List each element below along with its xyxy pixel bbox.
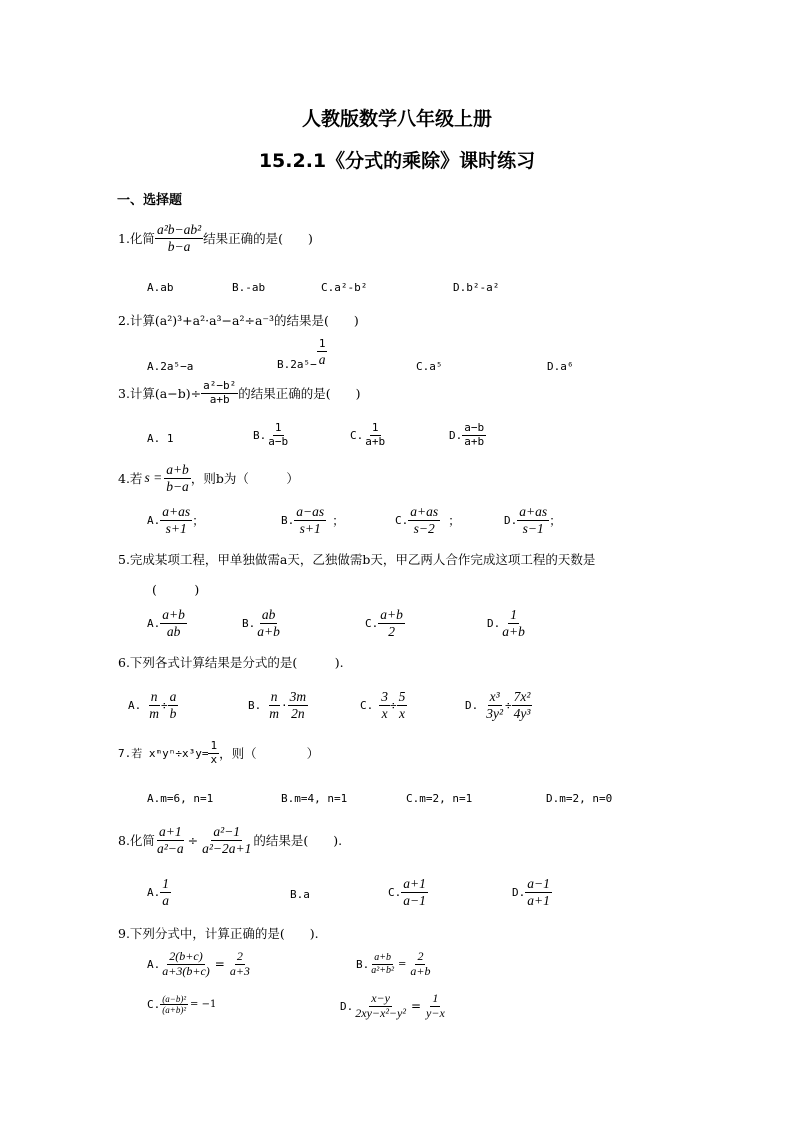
q4-option-c: C. $\frac{a+as}{s-2}$ ；	[395, 504, 461, 536]
q5-option-b: B. $\frac{ab}{a+b}$	[242, 607, 280, 639]
q7-option-d: D.m=2, n=0	[546, 792, 613, 805]
document-subtitle: 15.2.1《分式的乘除》课时练习	[258, 150, 536, 172]
q4-option-b: B. $\frac{a-as}{s+1}$ ；	[281, 504, 345, 536]
q1-tail: 结果正确的是( )	[203, 231, 313, 247]
document-title: 人教版数学八年级上册	[301, 108, 492, 130]
q1-option-c: C.a²-b²	[321, 281, 368, 294]
question-7: 7.若 xᵐyⁿ÷x³y= $\frac{1}{x}$ ，则（ ）	[118, 739, 320, 766]
q1-option-b: B.-ab	[232, 281, 266, 294]
question-4: 4.若 s = $\frac{a+b}{b-a}$ ，则b为（ ）	[118, 462, 299, 494]
q6-option-b: B. $\frac{n}{m}$ · $\frac{3m}{2n}$	[248, 689, 307, 721]
q6-option-a: A. $\frac{n}{m}$ ÷ $\frac{a}{b}$	[128, 689, 177, 721]
question-9: 9.下列分式中，计算正确的是( ).	[118, 926, 319, 941]
q7-option-c: C.m=2, n=1	[406, 792, 473, 805]
q3-option-b: B. $\frac{1}{a-b}$	[253, 421, 289, 448]
q1-option-d: D.b²-a²	[453, 281, 500, 294]
question-6: 6.下列各式计算结果是分式的是( ).	[118, 655, 344, 670]
q4-option-a: A. $\frac{a+as}{s+1}$ ；	[147, 504, 205, 536]
q8-option-b: B.a	[290, 888, 310, 901]
q2-option-d: D.a⁶	[547, 360, 574, 373]
q6-option-c: C. $\frac{3}{x}$ ÷ $\frac{5}{x}$	[360, 689, 406, 721]
q4-fraction: $\frac{a+b}{b-a}$	[166, 462, 189, 494]
q3-option-a: A. 1	[147, 432, 174, 445]
q8-option-c: C. $\frac{a+1}{a-1}$	[388, 876, 426, 908]
q7-fraction: $\frac{1}{x}$	[210, 739, 218, 766]
q8-option-a: A. $\frac{1}{a}$	[147, 876, 169, 908]
question-3: 3.计算(a−b)÷ $\frac{\text{a²−b²}}{a+b}$ 的结果正确的是( )	[118, 379, 361, 406]
q2-option-a: A.2a⁵−a	[147, 360, 194, 373]
q8-option-d: D. $\frac{a-1}{a+1}$	[512, 876, 550, 908]
question-2: 2.计算(a²)³+a²·a³−a²÷a⁻³的结果是( )	[118, 313, 359, 328]
section-heading: 一、选择题	[117, 193, 183, 208]
q3-option-c: C. $\frac{1}{a+b}$	[350, 421, 386, 448]
q6-option-d: D. $\frac{\text{x³}}{\text{3y²}}$ ÷ $\frac{\text{7x²}}{\text{4y³}}$	[465, 689, 531, 721]
q5-paren: ( )	[152, 582, 200, 597]
q9-option-c: C. $\frac{\text{(a−b)²}}{\text{(a+b)²}}$ = −1	[147, 994, 217, 1016]
q5-option-d: D. $\frac{1}{a+b}$	[487, 607, 525, 639]
q5-option-c: C. $\frac{a+b}{2}$	[365, 607, 403, 639]
q7-option-a: A.m=6, n=1	[147, 792, 214, 805]
q1-option-a: A.ab	[147, 281, 174, 294]
q3-fraction: $\frac{\text{a²−b²}}{a+b}$	[203, 379, 237, 406]
question-1	[118, 222, 313, 254]
q2-option-b-fraction: $\frac{1}{a}$	[318, 336, 326, 367]
q1-fraction: $\frac{\text{a²b−ab²}}{b-a}$	[156, 222, 202, 254]
q9-option-a: A. $\frac{2(b+c)}{a+3(b+c)}$ = $\frac{2}{a+3}$	[147, 949, 250, 978]
q9-option-b: B. $\frac{a+b}{\text{a²+b²}}$ = $\frac{2}{a+b}$	[356, 949, 431, 978]
question-5: 5.完成某项工程，甲单独做需a天，乙独做需b天，甲乙两人合作完成这项工程的天数是	[118, 552, 596, 567]
q2-option-c: C.a⁵	[416, 360, 443, 373]
q5-option-a: A. $\frac{a+b}{ab}$	[147, 607, 185, 639]
q7-option-b: B.m=4, n=1	[281, 792, 348, 805]
q3-option-d: D. $\frac{a-b}{a+b}$	[449, 421, 485, 448]
q4-option-d: D. $\frac{a+as}{s-1}$ ；	[504, 504, 562, 536]
question-8: 8.化简 $\frac{a+1}{\text{a²−a}}$ ÷ $\frac{\text{a²−1}}{\text{a²−2a+1}}$ 的结果是( ).	[118, 824, 343, 856]
q9-option-d: D. $\frac{x-y}{\text{2xy−x²−y²}}$ = $\frac{1}{y-x}$	[340, 991, 445, 1020]
q1-label: 1.化简	[118, 231, 155, 247]
q2-option-b: B.2a⁵− $\frac{1}{a}$	[277, 336, 326, 371]
